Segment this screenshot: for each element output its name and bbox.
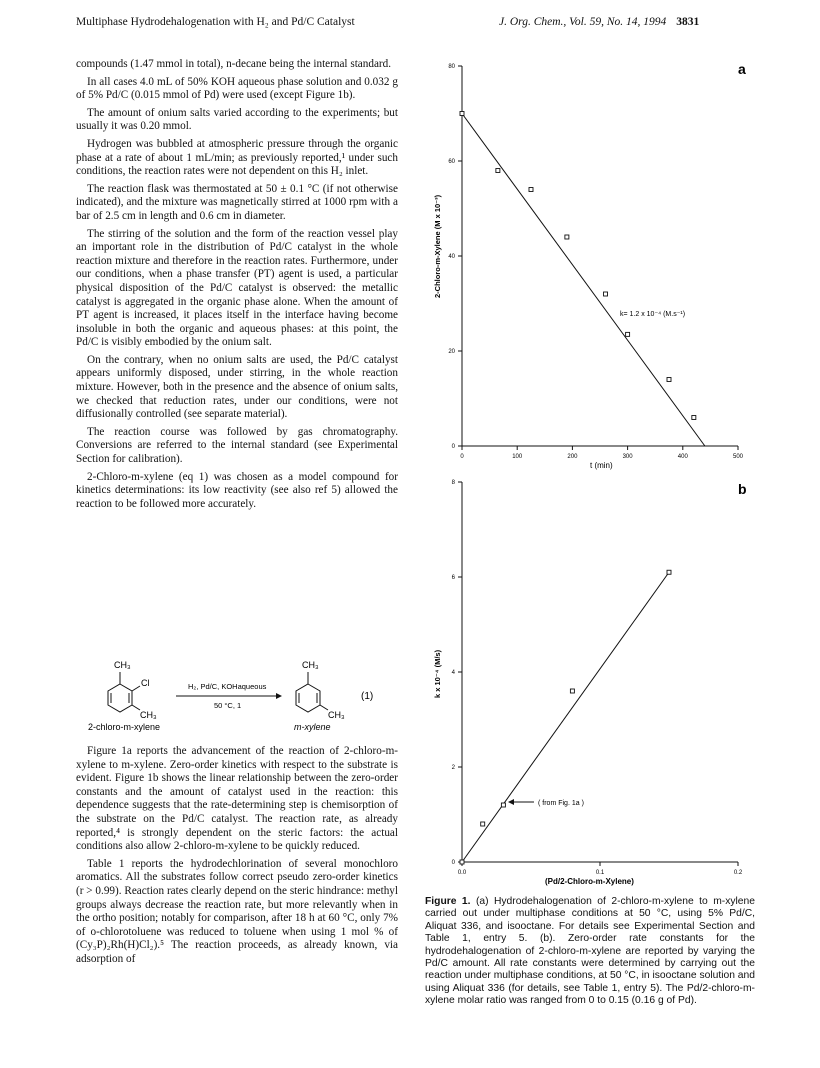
caption-text: (a) Hydrodehalogenation of 2-chloro-m-xylene to m-xylene carried out under multiphase conditions at 50 °C, using 5% Pd/C, Aliquat 336, and isooctane. For details see Experimental Section and Table 1, entry 5. (b). Zero-order rate constants for the hydrodehalogenation of 2-chloro-m-xylene are reported by varying the Pd/C amount. All rate constants were determined by carrying out the reaction under multiphase conditions, at 50 °C, in isooctane solution and using Aliquat 336 (for details, see Table 1, entry 5). The Pd/2-chloro-m-xylene molar ratio was ranged from 0 to 0.15 (0.16 g of Pd). bbox=[425, 896, 755, 1007]
data-point-a bbox=[565, 235, 569, 239]
paragraph: On the contrary, when no onium salts are used, the Pd/C catalyst appears uniformly disposed, under stirring, in the whole reaction mixture. However, both in the presence and the absence of onium salts, we checked that reduction rates, under our conditions, were not diffusionally controlled (see separate material). bbox=[76, 353, 398, 421]
x-axis-label-b: (Pd/2-Chloro-m-Xylene) bbox=[545, 877, 634, 886]
data-point-a bbox=[626, 332, 630, 336]
reactant-structure bbox=[108, 672, 140, 712]
chart-annotation-b: ( from Fig. 1a ) bbox=[538, 800, 584, 807]
equation-number: (1) bbox=[361, 691, 374, 702]
paragraph: The stirring of the solution and the form of the reaction vessel play an important role in the distribution of Pd/C catalyst in the whole reaction mixture and therefore in the reaction rates. Furthermore, under our conditions, when a phase transfer (PT) agent is used, a particular physical disposition of the Pd/C catalyst is observed: the metallic catalyst is aggregated in the organic phase alone. When the amount of PT agent is increased, it places itself in the interface having become insoluble in both the organic and aqueous phases: at this point, the Pd/C is visibly embodied by the onium salt. bbox=[76, 227, 398, 349]
reaction-conditions-top: H₂, Pd/C, KOHaqueous bbox=[188, 682, 267, 691]
figure-1 bbox=[420, 58, 760, 888]
data-point-a bbox=[692, 416, 696, 420]
y-tick-label-b: 2 bbox=[451, 765, 455, 771]
y-tick-label-a: 0 bbox=[451, 444, 455, 450]
y-tick-label-b: 0 bbox=[451, 860, 455, 866]
reactant-methyl-2: CH₃ bbox=[140, 710, 157, 720]
left-column-text-continued bbox=[76, 745, 398, 971]
data-point-b bbox=[501, 803, 505, 807]
journal-citation bbox=[499, 16, 699, 28]
x-tick-label-a: 0 bbox=[460, 454, 464, 460]
product-name: m-xylene bbox=[294, 722, 331, 732]
y-axis-label-a: 2-Chloro-m-Xylene (M x 10⁻³) bbox=[433, 194, 442, 298]
data-point-a bbox=[529, 188, 533, 192]
x-tick-label-a: 300 bbox=[622, 454, 633, 460]
y-tick-label-b: 4 bbox=[451, 670, 455, 676]
panel-label-b: b bbox=[738, 481, 747, 497]
x-tick-label-a: 500 bbox=[732, 454, 744, 460]
paragraph: 2-Chloro-m-xylene (eq 1) was chosen as a model compound for kinetics determinations: its low reactivity (see also ref 5) allowed the reaction to be followed more accurately. bbox=[76, 470, 398, 510]
paragraph: Hydrogen was bubbled at atmospheric pressure through the organic phase at a rate of about 1 mL/min; as previously reported,¹ under such conditions, the reaction rates were not dependent on this H₂ inlet. bbox=[76, 137, 398, 178]
paragraph: Figure 1a reports the advancement of the reaction of 2-chloro-m-xylene to m-xylene. Zero-order kinetics with respect to the substrate is evident. Figure 1b shows the linear relationship between the zero-order constants and the amount of catalyst used in the reaction: this dependence suggests that the rate-determining step is chemisorption of the substrate on the Pd/C catalyst. The reaction rate, as already reported,⁴ is strongly dependent on the steric factors: the actual conditions also allow 2-chloro-m-xylene to be quickly reduced. bbox=[76, 745, 398, 853]
page-number: 3831 bbox=[676, 16, 700, 28]
y-tick-label-a: 20 bbox=[448, 349, 455, 355]
x-tick-label-a: 400 bbox=[677, 454, 688, 460]
data-point-b bbox=[667, 570, 671, 574]
data-point-b bbox=[481, 822, 485, 826]
reaction-arrowhead bbox=[276, 693, 282, 699]
panel-label-a: a bbox=[738, 61, 746, 77]
product-methyl-1: CH₃ bbox=[302, 660, 319, 670]
fit-line-a bbox=[462, 114, 705, 447]
paragraph: The amount of onium salts varied according to the experiments; but usually it was 0.20 mmol. bbox=[76, 106, 398, 133]
chart-panel-a bbox=[433, 61, 746, 470]
y-tick-label-b: 8 bbox=[451, 480, 455, 486]
data-point-b bbox=[460, 860, 464, 864]
paragraph: The reaction course was followed by gas chromatography. Conversions are referred to the internal standard (see Experimental Section for calibration). bbox=[76, 425, 398, 466]
paragraph: In all cases 4.0 mL of 50% KOH aqueous phase solution and 0.032 g of 5% Pd/C (0.015 mmol of Pd) were used (except Figure 1b). bbox=[76, 75, 398, 102]
figure-caption bbox=[425, 896, 755, 1008]
caption-label: Figure 1. bbox=[425, 896, 471, 907]
reaction-scheme bbox=[76, 656, 398, 734]
paragraph: The reaction flask was thermostated at 50 ± 0.1 °C (if not otherwise indicated), and the mixture was magnetically stirred at 1000 rpm with a bar of 2.5 cm in length and 0.6 cm in diameter. bbox=[76, 182, 398, 222]
journal-citation-text: J. Org. Chem., Vol. 59, No. 14, 1994 bbox=[499, 16, 667, 28]
data-point-b bbox=[570, 689, 574, 693]
data-point-a bbox=[604, 292, 608, 296]
reactant-name: 2-chloro-m-xylene bbox=[88, 722, 161, 732]
x-tick-label-a: 200 bbox=[567, 454, 578, 460]
data-point-a bbox=[667, 378, 671, 382]
product-structure bbox=[296, 672, 328, 712]
paragraph: Table 1 reports the hydrodechlorination of several monochloro aromatics. All the substrates follow correct pseudo zero-order kinetics (r > 0.99). Reaction rates clearly depend on the steric hindrance: methyl groups always decrease the reaction rate, but more relevantly when in the ortho position; notably for comparison, after 18 h at 60 °C, only 7% of o-chlorotoluene was reduced to toluene when using 1 mol % of (Cy₃P)₂Rh(H)Cl₂).⁵ The reaction proceeds, as already known, via adsorption of bbox=[76, 857, 398, 965]
running-header-title: Multiphase Hydrodehalogenation with H₂ and Pd/C Catalyst bbox=[76, 16, 355, 28]
y-tick-label-a: 40 bbox=[448, 254, 455, 260]
x-tick-label-b: 0.0 bbox=[457, 870, 467, 876]
y-tick-label-b: 6 bbox=[451, 575, 455, 581]
chart-panel-b bbox=[433, 480, 747, 886]
y-axis-label-b: k x 10⁻⁴ (M/s) bbox=[433, 649, 442, 698]
x-tick-label-b: 0.1 bbox=[595, 870, 605, 876]
reaction-conditions-bottom: 50 °C, 1 bbox=[214, 701, 242, 710]
reactant-methyl-1: CH₃ bbox=[114, 660, 131, 670]
y-tick-label-a: 60 bbox=[448, 159, 455, 165]
annotation-arrowhead bbox=[508, 799, 514, 805]
x-tick-label-a: 100 bbox=[512, 454, 523, 460]
x-axis-label-a: t (min) bbox=[590, 461, 613, 470]
chart-annotation-a: k= 1.2 x 10⁻⁴ (M.s⁻¹) bbox=[620, 311, 686, 318]
data-point-a bbox=[460, 112, 464, 116]
x-tick-label-b: 0.2 bbox=[733, 870, 743, 876]
left-column-text bbox=[76, 58, 398, 515]
y-tick-label-a: 80 bbox=[448, 64, 455, 70]
data-point-a bbox=[496, 169, 500, 173]
product-methyl-2: CH₃ bbox=[328, 710, 345, 720]
fit-line-b bbox=[462, 572, 669, 862]
paragraph: compounds (1.47 mmol in total), n-decane being the internal standard. bbox=[76, 58, 392, 70]
reactant-chloro: Cl bbox=[141, 678, 150, 688]
